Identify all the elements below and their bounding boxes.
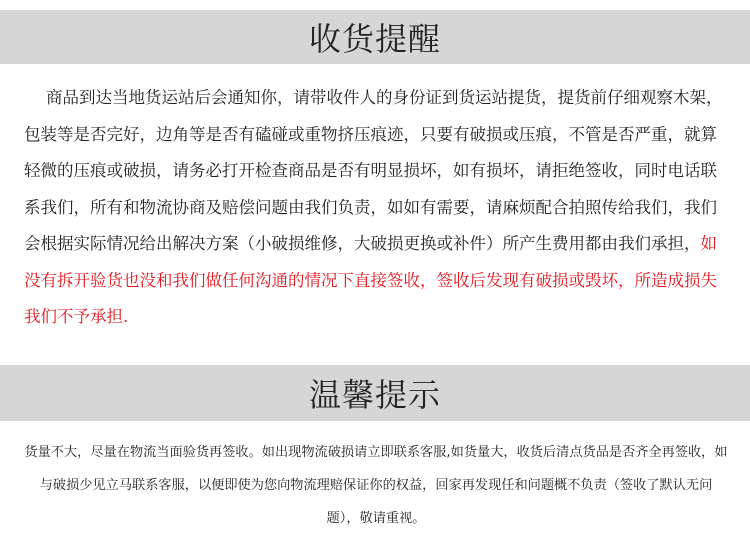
receipt-reminder-paragraph — [24, 80, 728, 336]
receipt-reminder-body: 商品到达当地货运站后会通知你，请带收件人的身份证到货运站提货，提货前仔细观察木架，包装等是否完好，边角等是否有磕碰或重物挤压痕迹，只要有破损或压痕，不管是否严重，就算轻微的压痕或破损，请务必打开检查商品是否有明显损坏，如有损坏，请拒绝签收，同时电话联系我们，所有和物流协商及赔偿问题由我们负责，如如有需要，请麻烦配合拍照传给我们，我们会根据实际情况给出解决方案（小破损维修，大破损更换或补件）所产生费用都由我们承担， — [24, 88, 723, 253]
tips-title: 温馨提示 — [308, 376, 441, 414]
receipt-warning-text: 如没有拆开验货也没和我们做任何沟通的情况下直接签收，签收后发现有破损或毁坏，所造成损失我们不予承担. — [24, 234, 717, 326]
tips-banner — [0, 365, 750, 421]
receipt-reminder-banner — [0, 10, 750, 64]
receipt-reminder-title: 收货提醒 — [308, 20, 441, 58]
tips-paragraph: 货量不大，尽量在物流当面验货再签收。如出现物流破损请立即联系客服,如货量大，收货后清点货品是否齐全再签收，如与破损少见立马联系客服，以便即使为您向物流理赔保证你的权益，回家再发现任和问题概不负责（签收了默认无问题），敬请重视。 — [24, 445, 728, 526]
